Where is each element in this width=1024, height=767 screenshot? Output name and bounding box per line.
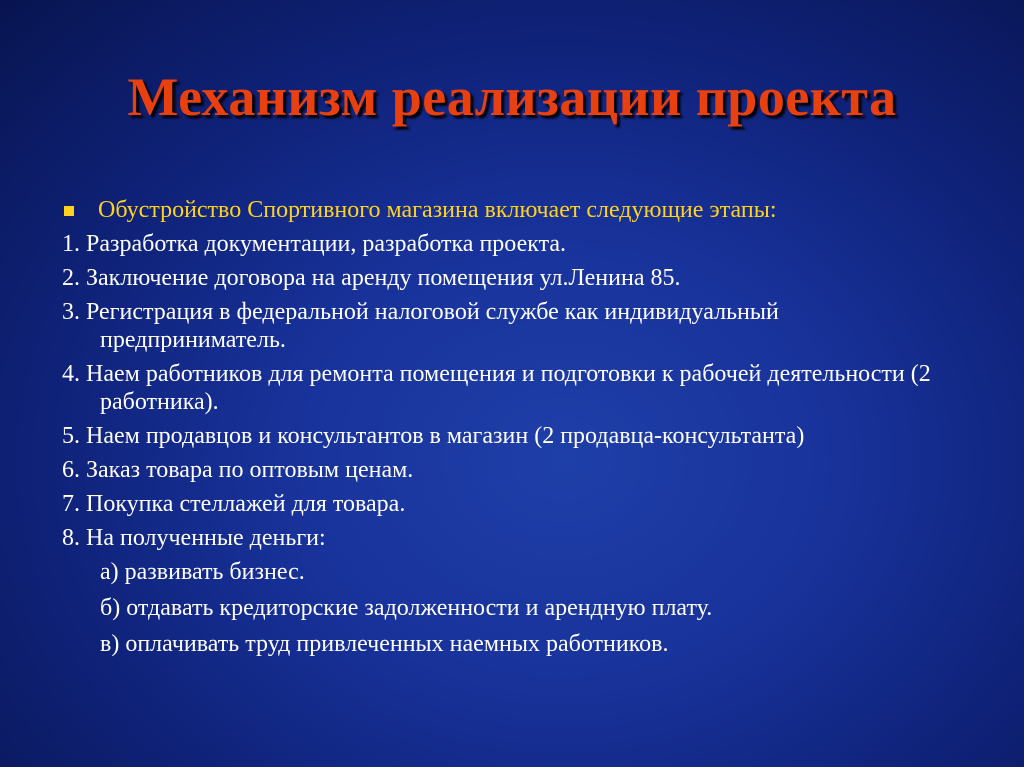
intro-text: Обустройство Спортивного магазина включает следующие этапы: [98,197,777,223]
slide-content [62,196,962,666]
sub-list-item: а) развивать бизнес. [100,559,305,585]
list-item: 1. Разработка документации, разработка проекта. [62,231,567,257]
list-item: 3. Регистрация в федеральной налоговой службе как индивидуальный предприниматель. [62,299,779,353]
intro-paragraph [62,196,962,224]
list-item: 7. Покупка стеллажей для товара. [62,491,406,517]
list-item: 2. Заключение договора на аренду помещения ул.Ленина 85. [62,265,681,291]
square-bullet-icon [64,206,74,216]
list-item: 5. Наем продавцов и консультантов в магазин (2 продавца-консультанта) [62,423,805,449]
list-item: 4. Наем работников для ремонта помещения и подготовки к рабочей деятельности (2 работника). [62,361,931,415]
list-item: 6. Заказ товара по оптовым ценам. [62,457,414,483]
slide-title: Механизм реализации проекта [127,67,897,127]
list-item: 8. На полученные деньги: [62,525,326,551]
sub-list-item: б) отдавать кредиторские задолженности и арендную плату. [100,595,713,621]
sub-list-item: в) оплачивать труд привлеченных наемных работников. [100,631,669,657]
